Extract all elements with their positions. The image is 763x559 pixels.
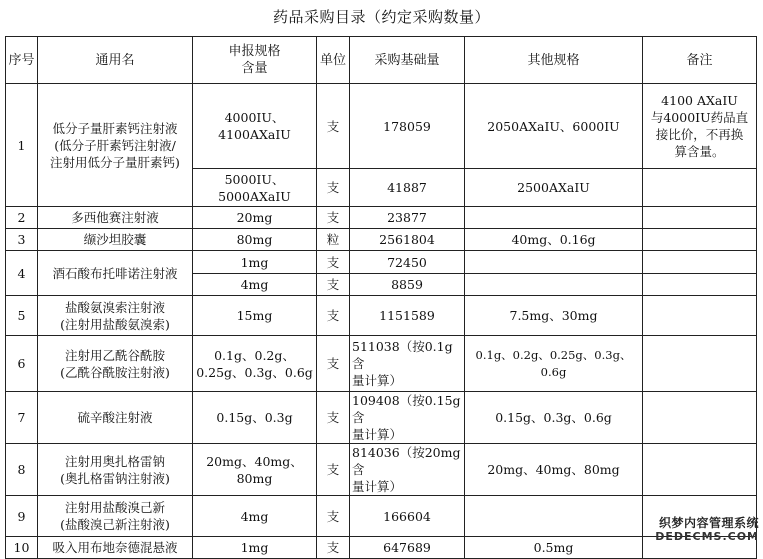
- cell-other: 7.5mg、30mg: [465, 296, 643, 336]
- cell-qty: 166604: [350, 496, 465, 537]
- cell-no: 3: [6, 229, 38, 251]
- table-row: [6, 251, 757, 274]
- header-unit: 单位: [317, 37, 350, 84]
- cell-note: [643, 229, 757, 251]
- cell-qty: 511038（按0.1g含 量计算）: [350, 336, 465, 392]
- cell-spec: 1mg: [193, 537, 317, 559]
- table-row: [6, 84, 757, 169]
- table-row: [6, 229, 757, 251]
- cell-spec: 0.15g、0.3g: [193, 392, 317, 444]
- cell-spec: 1mg: [193, 251, 317, 274]
- cell-unit: 支: [317, 84, 350, 169]
- cell-spec: 4000IU、4100AXaIU: [193, 84, 317, 169]
- cell-qty: 647689: [350, 537, 465, 559]
- page-title: 药品采购目录（约定采购数量）: [272, 8, 490, 26]
- cell-spec: 0.1g、0.2g、 0.25g、0.3g、0.6g: [193, 336, 317, 392]
- cell-unit: 支: [317, 496, 350, 537]
- table-header-row: [6, 37, 757, 84]
- cell-no: 6: [6, 336, 38, 392]
- cell-qty: 2561804: [350, 229, 465, 251]
- cell-spec: 15mg: [193, 296, 317, 336]
- header-qty: 采购基础量: [350, 37, 465, 84]
- cell-unit: 支: [317, 336, 350, 392]
- table-row: [6, 336, 757, 392]
- cell-unit: 支: [317, 251, 350, 274]
- table-row: [6, 444, 757, 496]
- cell-name: 酒石酸布托啡诺注射液: [38, 251, 193, 296]
- cell-unit: 支: [317, 444, 350, 496]
- header-spec: 申报规格 含量: [193, 37, 317, 84]
- cell-other: 0.1g、0.2g、0.25g、0.3g、0.6g: [465, 336, 643, 392]
- cell-name: 硫辛酸注射液: [38, 392, 193, 444]
- cell-qty: 1151589: [350, 296, 465, 336]
- cell-name: 多西他赛注射液: [38, 207, 193, 229]
- cell-name: 注射用乙酰谷酰胺 (乙酰谷酰胺注射液): [38, 336, 193, 392]
- cell-no: 4: [6, 251, 38, 296]
- cell-name: 注射用盐酸溴己新 (盐酸溴己新注射液): [38, 496, 193, 537]
- cell-no: 2: [6, 207, 38, 229]
- cell-note: [643, 296, 757, 336]
- table-row: [6, 296, 757, 336]
- cell-unit: 支: [317, 169, 350, 207]
- cell-name: 缬沙坦胶囊: [38, 229, 193, 251]
- cell-other: [465, 207, 643, 229]
- cell-note: 4100 AXaIU 与4000IU药品直 接比价，不再换 算含量。: [643, 84, 757, 169]
- table-row: [6, 392, 757, 444]
- cell-unit: 支: [317, 274, 350, 296]
- cell-unit: 支: [317, 207, 350, 229]
- cell-note: [643, 169, 757, 207]
- cell-name: 盐酸氨溴索注射液 (注射用盐酸氨溴索): [38, 296, 193, 336]
- watermark-line2: DEDECMS.COM: [655, 530, 759, 543]
- cell-note: [643, 392, 757, 444]
- cell-name: 低分子量肝素钙注射液 (低分子肝素钙注射液/ 注射用低分子量肝素钙): [38, 84, 193, 207]
- cell-qty: 8859: [350, 274, 465, 296]
- cell-note: [643, 274, 757, 296]
- cell-other: [465, 496, 643, 537]
- cell-other: [465, 274, 643, 296]
- watermark-line1: 织梦内容管理系统: [658, 516, 759, 530]
- cell-other: 20mg、40mg、80mg: [465, 444, 643, 496]
- cell-other: 2050AXaIU、6000IU: [465, 84, 643, 169]
- cell-no: 5: [6, 296, 38, 336]
- cell-unit: 支: [317, 392, 350, 444]
- cell-no: 8: [6, 444, 38, 496]
- cell-note: [643, 251, 757, 274]
- cell-other: 2500AXaIU: [465, 169, 643, 207]
- header-no: 序号: [6, 37, 38, 84]
- cell-note: [643, 336, 757, 392]
- cell-note: [643, 444, 757, 496]
- cell-other: 0.5mg: [465, 537, 643, 559]
- header-other: 其他规格: [465, 37, 643, 84]
- cell-name: 注射用奥扎格雷钠 (奥扎格雷钠注射液): [38, 444, 193, 496]
- cell-unit: 支: [317, 296, 350, 336]
- cell-qty: 178059: [350, 84, 465, 169]
- cell-spec: 4mg: [193, 274, 317, 296]
- cell-qty: 109408（按0.15g含 量计算）: [350, 392, 465, 444]
- procurement-table: [5, 36, 757, 559]
- cell-spec: 80mg: [193, 229, 317, 251]
- cell-unit: 粒: [317, 229, 350, 251]
- cell-no: 10: [6, 537, 38, 559]
- cell-unit: 支: [317, 537, 350, 559]
- cell-qty: 72450: [350, 251, 465, 274]
- cell-other: 0.15g、0.3g、0.6g: [465, 392, 643, 444]
- cell-other: [465, 251, 643, 274]
- header-note: 备注: [643, 37, 757, 84]
- cell-no: 7: [6, 392, 38, 444]
- cell-no: 1: [6, 84, 38, 207]
- watermark-logo: [639, 516, 759, 546]
- cell-spec: 5000IU、5000AXaIU: [193, 169, 317, 207]
- cell-spec: 20mg、40mg、80mg: [193, 444, 317, 496]
- cell-no: 9: [6, 496, 38, 537]
- cell-spec: 20mg: [193, 207, 317, 229]
- cell-qty: 23877: [350, 207, 465, 229]
- cell-other: 40mg、0.16g: [465, 229, 643, 251]
- cell-qty: 41887: [350, 169, 465, 207]
- cell-name: 吸入用布地奈德混悬液: [38, 537, 193, 559]
- header-name: 通用名: [38, 37, 193, 84]
- cell-qty: 814036（按20mg含 量计算）: [350, 444, 465, 496]
- cell-note: [643, 207, 757, 229]
- table-row: [6, 207, 757, 229]
- cell-spec: 4mg: [193, 496, 317, 537]
